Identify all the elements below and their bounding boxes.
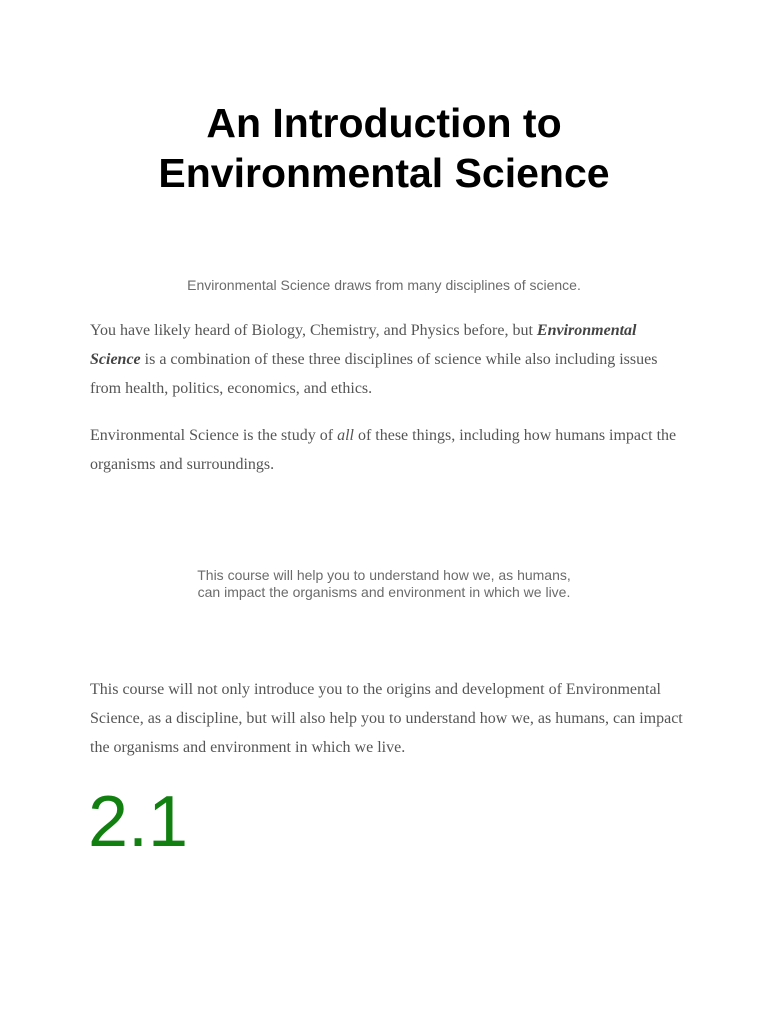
- page-title-line-1: An Introduction to: [206, 100, 562, 146]
- page-title: [0, 98, 768, 198]
- pull-quote-line-2: can impact the organisms and environment in which we live.: [197, 584, 571, 600]
- study-paragraph-text-after: of these things, including how humans impact the organisms and surroundings.: [90, 427, 677, 473]
- intro-caption: Environmental Science draws from many disciplines of science.: [187, 277, 581, 293]
- study-paragraph-text-before: Environmental Science is the study of: [90, 427, 338, 444]
- intro-paragraph-text-after: is a combination of these three disciplines of science while also including issues from health, politics, economics, and ethics.: [90, 351, 658, 397]
- intro-paragraph-emphasis: Environmental Science: [90, 322, 637, 368]
- study-paragraph: [90, 421, 690, 479]
- pull-quote-line-1: This course will help you to understand how we, as humans,: [197, 567, 571, 583]
- pull-quote: [0, 567, 768, 601]
- study-paragraph-emphasis: all: [337, 427, 354, 444]
- section-number: 2.1: [88, 782, 189, 862]
- page-title-line-2: Environmental Science: [158, 150, 610, 196]
- course-paragraph: This course will not only introduce you to the origins and development of Environmental Science, as a discipline, but will also help you to understand how we, as humans, can impact the organisms and environment in which we live.: [90, 681, 683, 756]
- intro-paragraph: [90, 316, 690, 403]
- intro-paragraph-text-before: You have likely heard of Biology, Chemistry, and Physics before, but: [90, 322, 537, 339]
